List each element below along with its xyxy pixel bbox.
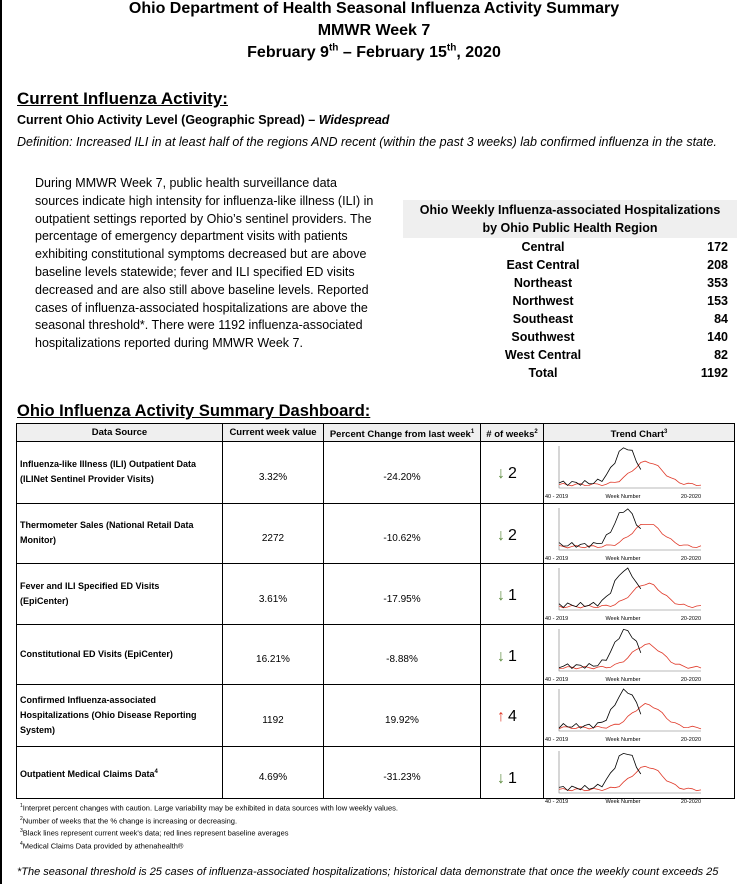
arrow-down-icon: ↓: [497, 770, 505, 787]
data-source-name: [20, 518, 194, 548]
region-count: 353: [707, 276, 728, 290]
trend-baseline-line: [559, 766, 701, 790]
divider: [17, 624, 734, 625]
activity-level-value: Widespread: [318, 113, 390, 127]
region-count: 1192: [700, 366, 728, 380]
trend-label-start: 40 - 2019: [545, 556, 569, 562]
hospitalization-row: [403, 328, 737, 346]
activity-definition: Definition: Increased ILI in at least half of the regions AND recent (within the past 3 weeks) lab confirmed influenza in the state.: [17, 135, 717, 149]
weeks-count: 1: [508, 770, 517, 787]
percent-change-value: -8.88%: [386, 654, 418, 665]
data-source-line: (EpiCenter): [20, 595, 69, 606]
trend-label-mid: Week Number: [605, 799, 641, 805]
trend-label-start: 40 - 2019: [545, 737, 569, 743]
data-source-line: Monitor): [20, 535, 56, 545]
region-name: East Central: [506, 258, 580, 272]
data-source-name: [20, 457, 196, 487]
hospitalizations-title: Ohio Weekly Influenza-associated Hospitalizations by Ohio Public Health Region: [403, 200, 737, 238]
data-source-footnote-ref: 4: [154, 769, 158, 775]
trend-label-end: 20-2020: [680, 737, 701, 743]
col-trend-chart: Trend Chart$^3$: [544, 424, 734, 441]
weeks-indicator: [497, 770, 517, 788]
trend-label-start: 40 - 2019: [545, 494, 569, 500]
percent-change-value: -31.23%: [383, 772, 421, 783]
arrow-down-icon: ↓: [497, 465, 505, 482]
footnotes: [20, 801, 398, 851]
col-current-value: Current week value: [223, 424, 323, 441]
data-source-name: [20, 647, 173, 662]
percent-change-value: -10.62%: [383, 533, 421, 544]
data-source-text: Outpatient Medical Claims Data: [20, 769, 155, 779]
trend-current-line: [559, 629, 641, 668]
data-source-line: (ILINet Sentinel Provider Visits): [20, 474, 154, 484]
page-title: Ohio Department of Health Seasonal Influenza Activity Summary: [128, 0, 620, 17]
divider: [17, 684, 734, 685]
divider: [17, 746, 734, 747]
arrow-down-icon: ↓: [497, 648, 505, 665]
trend-chart: [543, 506, 703, 562]
hospitalization-row: [403, 238, 737, 256]
data-source-name: [20, 765, 158, 782]
hospitalization-row: [403, 256, 737, 274]
trend-chart: [543, 627, 703, 683]
hospitalizations-rows: [403, 238, 737, 382]
weeks-count: 1: [508, 587, 517, 604]
divider: [17, 441, 734, 442]
trend-axis: [559, 751, 701, 793]
trend-chart: [543, 749, 703, 805]
trend-label-start: 40 - 2019: [545, 799, 569, 805]
hospitalization-row: [403, 346, 737, 364]
data-source-line: Influenza-like Illness (ILI) Outpatient Data: [20, 459, 197, 469]
current-week-value: 1192: [262, 715, 284, 726]
trend-label-end: 20-2020: [680, 494, 701, 500]
region-count: 84: [714, 312, 728, 326]
current-week-value: 3.32%: [258, 472, 288, 483]
trend-label-end: 20-2020: [680, 616, 701, 622]
dashboard-table: [16, 423, 735, 805]
trend-label-end: 20-2020: [680, 677, 701, 683]
trend-baseline-line: [559, 704, 701, 729]
arrow-down-icon: ↓: [497, 587, 505, 604]
seasonal-threshold-note: *The seasonal threshold is 25 cases of influenza-associated hospitalizations; historical data demonstrate that once the weekly count exceeds 25: [17, 866, 719, 878]
percent-change-value: -24.20%: [383, 472, 421, 483]
hospitalization-row: [403, 310, 737, 328]
arrow-down-icon: ↓: [497, 527, 505, 544]
page-date-range: February 9th – February 15th, 2020: [247, 42, 501, 61]
data-source-line: Fever and ILI Specified ED Visits: [20, 580, 160, 591]
region-count: 140: [707, 330, 728, 344]
trend-current-line: [559, 753, 641, 790]
arrow-up-icon: ↑: [497, 708, 505, 725]
divider: [17, 563, 734, 564]
current-activity-heading: Current Influenza Activity:: [17, 89, 228, 108]
data-source-name: [20, 693, 197, 738]
trend-label-end: 20-2020: [680, 799, 701, 805]
trend-axis: [559, 508, 701, 550]
region-name: Northeast: [513, 276, 573, 290]
trend-label-mid: Week Number: [605, 616, 641, 622]
dashboard-heading: Ohio Influenza Activity Summary Dashboard:: [17, 402, 371, 420]
weeks-indicator: [497, 708, 517, 726]
page-week: MMWR Week 7: [317, 22, 431, 39]
activity-level: Current Ohio Activity Level (Geographic Spread) – Widespread: [17, 113, 390, 127]
current-week-value: 3.61%: [258, 593, 288, 605]
region-name: Total: [528, 366, 558, 380]
region-count: 153: [707, 294, 728, 308]
divider: [480, 424, 481, 798]
data-source-line: Thermometer Sales (National Retail Data: [20, 520, 194, 530]
trend-label-start: 40 - 2019: [545, 677, 569, 683]
trend-axis: [559, 446, 701, 488]
data-source-line: [20, 765, 158, 782]
trend-label-end: 20-2020: [680, 556, 701, 562]
footnote-3: $^3$Black lines represent current week's data; red lines represent baseline averages: [20, 828, 289, 838]
data-source-name: [20, 579, 159, 609]
region-count: 208: [707, 258, 728, 272]
weeks-indicator: [497, 527, 517, 545]
weeks-count: 2: [508, 527, 517, 544]
trend-current-line: [559, 509, 641, 547]
trend-current-line: [559, 568, 641, 607]
trend-axis: [559, 568, 701, 610]
weeks-indicator: [497, 465, 517, 483]
weeks-count: 1: [508, 648, 517, 665]
weeks-count: 2: [508, 465, 517, 482]
data-source-line: Hospitalizations (Ohio Disease Reporting: [20, 710, 197, 720]
region-name: West Central: [504, 348, 582, 362]
footnote-4: $^4$Medical Claims Data provided by athenahealth®: [20, 840, 184, 850]
trend-label-mid: Week Number: [605, 677, 641, 683]
hospitalization-row: [403, 364, 737, 382]
percent-change-value: -17.95%: [383, 593, 421, 605]
hospitalization-row: [403, 292, 737, 310]
weeks-indicator: [497, 587, 517, 605]
trend-chart: [543, 444, 703, 500]
current-week-value: 2272: [261, 533, 285, 544]
trend-current-line: [559, 448, 641, 486]
footnote-1: $^1$Interpret percent changes with caution. Large variability may be exhibited in data sources with low weekly values.: [20, 803, 398, 813]
percent-change-value: 19.92%: [385, 715, 419, 726]
weeks-count: 4: [508, 708, 517, 725]
data-source-line: Constitutional ED Visits (EpiCenter): [20, 649, 173, 659]
trend-chart: [543, 566, 703, 622]
footnote-2: $^2$Number of weeks that the % change is increasing or decreasing.: [20, 815, 238, 825]
divider: [17, 503, 734, 504]
current-week-value: 4.69%: [258, 772, 288, 783]
surveillance-narrative: During MMWR Week 7, public health surveillance data sources indicate high intensity for influenza-like illness (ILI) in outpatient settings reported by Ohio’s sentinel providers. The percentage of emergency department visits with patients exhibiting constitutional symptoms decreased but are above baseline levels statewide; fever and ILI specified ED visits decreased and are also still above baseline levels. Reported cases of influenza-associated hospitalizations are above the seasonal threshold*. There were 1192 influenza-associated hospitalizations reported during MMWR Week 7.: [35, 176, 374, 351]
trend-baseline-line: [559, 461, 701, 486]
region-name: Southwest: [511, 330, 575, 344]
region-name: Central: [521, 240, 565, 254]
region-count: 172: [707, 240, 728, 254]
trend-chart: [543, 687, 703, 743]
col-data-source: Data Source: [17, 424, 222, 441]
trend-label-mid: Week Number: [605, 494, 641, 500]
region-name: Northwest: [512, 294, 574, 308]
data-source-line: Confirmed Influenza-associated: [20, 695, 157, 705]
col-num-weeks: # of weeks$^2$: [481, 424, 543, 441]
data-source-line: System): [20, 725, 56, 735]
trend-baseline-line: [559, 583, 701, 608]
hospitalization-row: [403, 274, 737, 292]
current-week-value: 16.21%: [256, 654, 290, 665]
trend-label-start: 40 - 2019: [545, 616, 569, 622]
region-name: Southeast: [512, 312, 574, 326]
page-left-rule: [0, 0, 2, 884]
trend-current-line: [559, 689, 641, 728]
col-percent-change: Percent Change from last week$^1$: [324, 424, 480, 441]
hospitalizations-table: [403, 200, 737, 382]
region-count: 82: [714, 348, 728, 362]
weeks-indicator: [497, 648, 517, 666]
trend-label-mid: Week Number: [605, 737, 641, 743]
trend-label-mid: Week Number: [605, 556, 641, 562]
